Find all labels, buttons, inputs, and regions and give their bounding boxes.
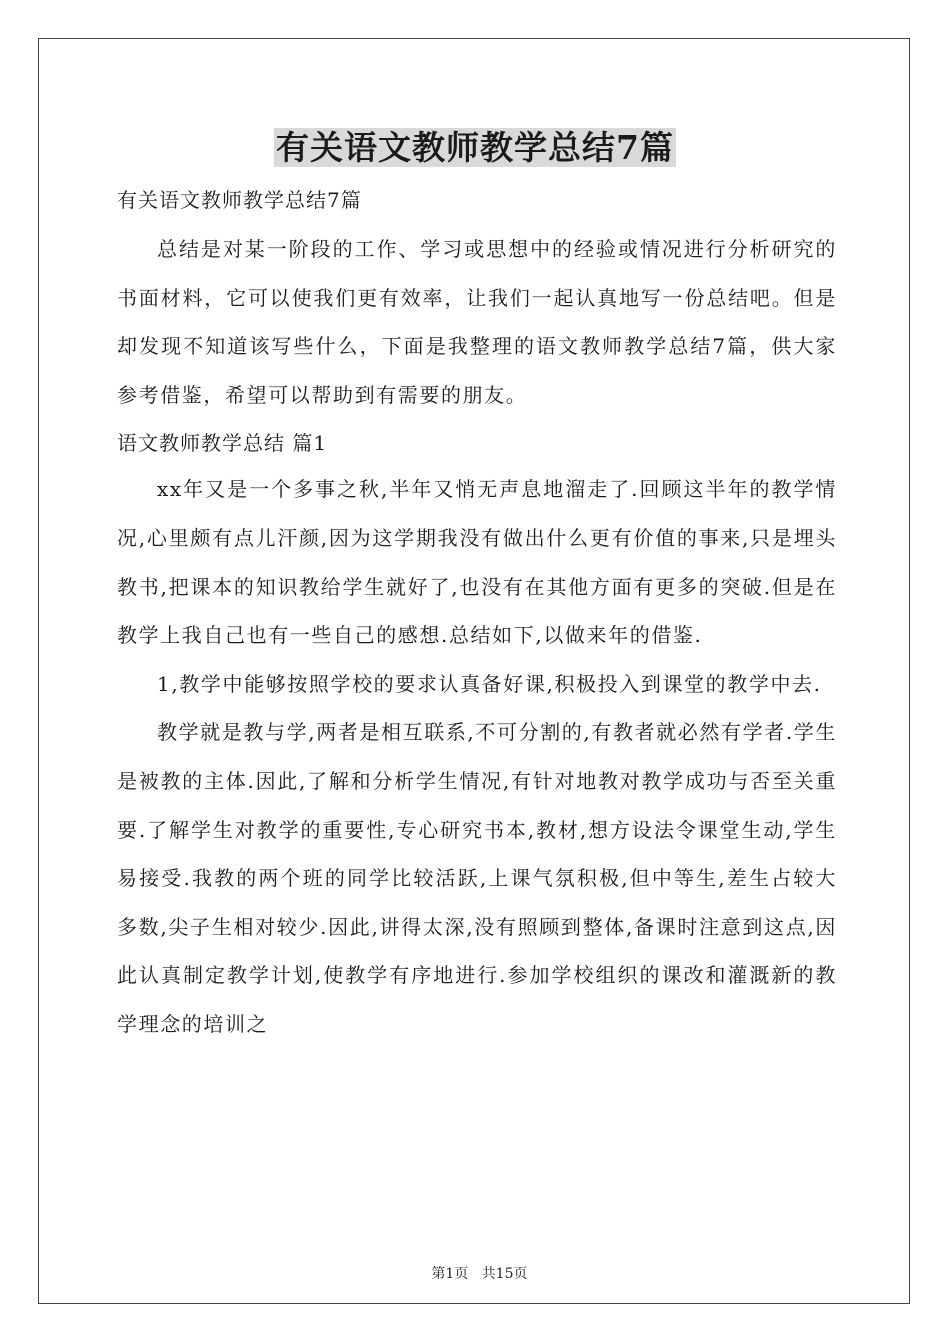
- body-paragraph: xx年又是一个多事之秋,半年又悄无声息地溜走了.回顾这半年的教学情况,心里颇有点儿汗颜,因为这学期我没有做出什么更有价值的事来,只是埋头教书,把课本的知识教给学生就好了,也没有在其他方面有更多的突破.但是在教学上我自己也有一些自己的感想.总结如下,以做来年的借鉴.: [117, 477, 837, 648]
- page-footer: [0, 1247, 950, 1283]
- document-subtitle: 有关语文教师教学总结7篇: [117, 188, 362, 212]
- page-number: 第1页 共15页: [431, 1266, 528, 1282]
- section-heading: 语文教师教学总结 篇1: [117, 431, 328, 456]
- intro-paragraph: 总结是对某一阶段的工作、学习或思想中的经验或情况进行分析研究的书面材料，它可以使我们更有效率，让我们一起认真地写一份总结吧。但是却发现不知道该写些什么，下面是我整理的语文教师教学总结7篇，供大家参考借鉴，希望可以帮助到有需要的朋友。: [117, 237, 837, 407]
- document-title-text: 有关语文教师教学总结7篇: [276, 128, 674, 167]
- body-paragraph: 教学就是教与学,两者是相互联系,不可分割的,有教者就必然有学者.学生是被教的主体.因此,了解和分析学生情况,有针对地教对教学成功与否至关重要.了解学生对教学的重要性,专心研究书本,教材,想方设法令课堂生动,学生易接受.我教的两个班的同学比较活跃,上课气氛积极,但中等生,差生占较大多数,尖子生相对较少.因此,讲得太深,没有照顾到整体,备课时注意到这点,因此认真制定教学计划,使教学有序地进行.参加学校组织的课改和灌溉新的教学理念的培训之: [117, 720, 837, 1036]
- document-body: [117, 178, 837, 1049]
- body-paragraph: 1,教学中能够按照学校的要求认真备好课,积极投入到课堂的教学中去.: [157, 671, 822, 696]
- document-title: [0, 126, 950, 170]
